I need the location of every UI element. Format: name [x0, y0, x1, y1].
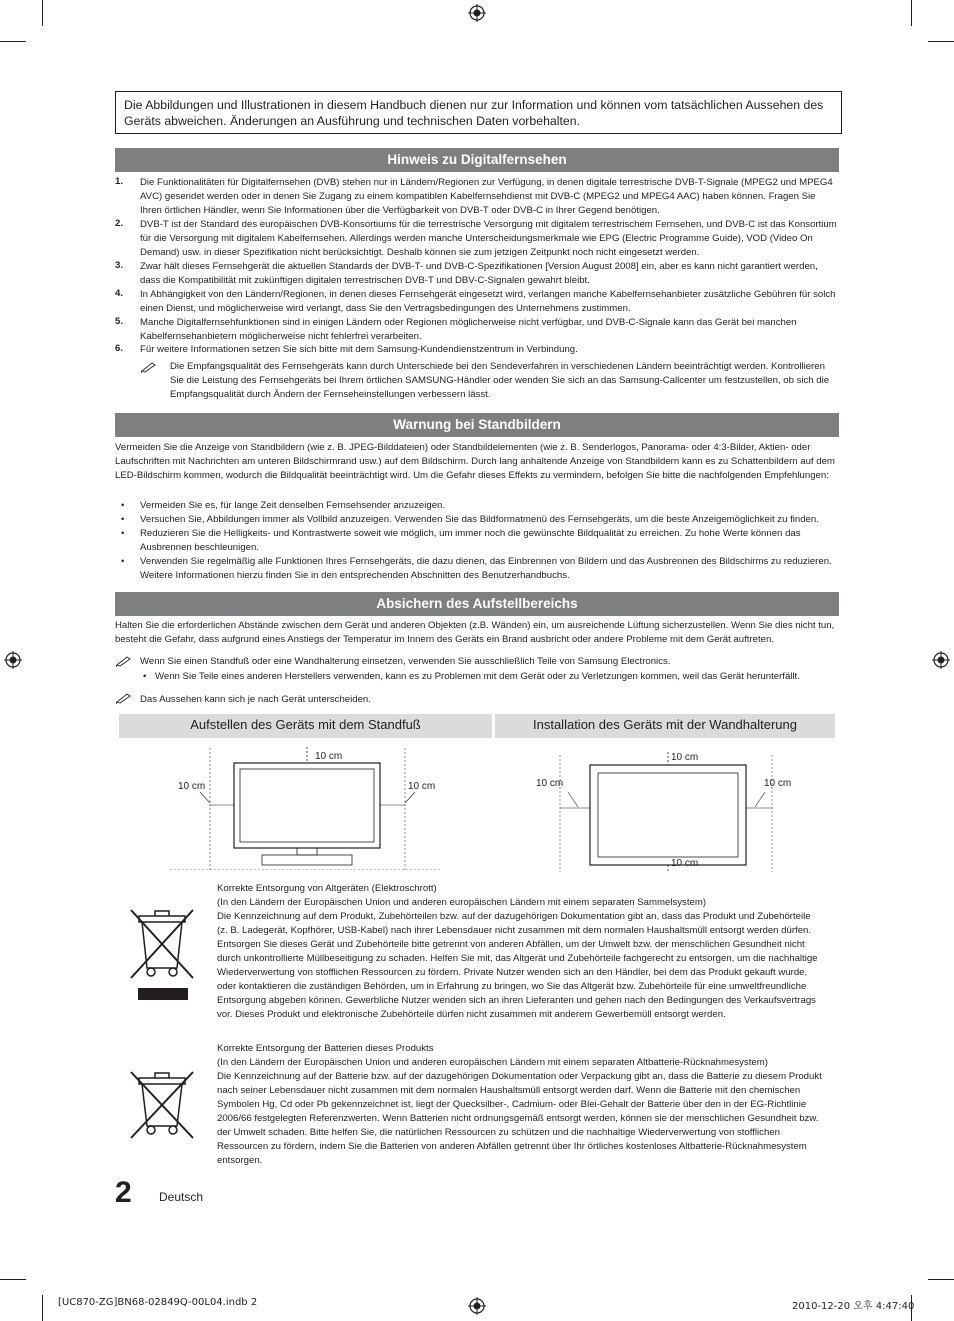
- note-text: Wenn Sie einen Standfuß oder eine Wandhalterung einsetzen, verwenden Sie ausschließlich Teile von Samsung Electronics.: [140, 656, 671, 667]
- section-header-still-images: Warnung bei Standbildern: [115, 413, 839, 437]
- tv-wall-diagram: [540, 750, 800, 875]
- distance-label-bottom: 10 cm: [671, 858, 699, 869]
- bullet-item: Wenn Sie Teile eines anderen Herstellers verwenden, kann es zu Problemen mit dem Gerät oder zu Verletzungen kommen, weil das Gerät herunterfällt.: [155, 671, 800, 682]
- subheader-wall-mount: Installation des Geräts mit der Wandhalterung: [495, 714, 835, 738]
- paragraph: Halten Sie die erforderlichen Abstände zwischen dem Gerät und anderen Objekten (z.B. Wänden) ein, um ausreichende Lüftung sicherzustellen. Wenn Sie dies nicht tun, besteht die Gefahr, dass aufgrund eines Anstiegs der Temperatur im Innern des Geräts ein Brand ausbricht oder andere Probleme mit dem Gerät auftreten.: [115, 620, 835, 645]
- bullet-icon: •: [121, 500, 125, 511]
- footer-filename: [UC870-ZG]BN68-02849Q-00L04.indb 2: [58, 1297, 258, 1308]
- list-number: 5.: [115, 316, 124, 327]
- crop-mark: [911, 0, 912, 26]
- bullet-item: Versuchen Sie, Abbildungen immer als Vollbild anzuzeigen. Verwenden Sie das Bildformatmenü des Fernsehgeräts, um die beste Anzeigemöglichkeit zu finden.: [140, 514, 819, 525]
- registration-mark-icon: [468, 4, 486, 22]
- crop-mark: [42, 1295, 43, 1321]
- list-item: In Abhängigkeit von den Ländern/Regionen, in denen dieses Fernsehgerät eingesetzt wird, verlangen manche Kabelfernsehanbieter zusätzliche Gebühren für solch einen Dienst, und möglicherweise wird verlangt, dass Sie den Vertragsbedingungen des Unternehmens zustimmen.: [140, 289, 836, 314]
- crop-mark: [0, 1279, 26, 1280]
- crossed-battery-bin-icon: [129, 1070, 195, 1140]
- distance-label-right: 10 cm: [764, 778, 792, 789]
- disposal-subtitle: (In den Ländern der Europäischen Union und anderen europäischen Ländern mit einem separaten Sammelsystem): [217, 897, 707, 908]
- list-number: 1.: [115, 176, 124, 187]
- bullet-item: Reduzieren Sie die Helligkeits- und Kontrastwerte soweit wie möglich, um immer noch die gewünschte Bildqualität zu erreichen. Zu hohe Werte können das Ausbrennen beschleunigen.: [140, 528, 801, 553]
- footer-timestamp: 2010-12-20 오후 4:47:40: [792, 1301, 915, 1312]
- registration-mark-icon: [468, 1297, 486, 1315]
- bullet-icon: •: [121, 514, 125, 525]
- distance-label-top: 10 cm: [315, 751, 343, 762]
- intro-notice: Die Abbildungen und Illustrationen in diesem Handbuch dienen nur zur Information und können vom tatsächlichen Aussehen des Geräts abweichen. Änderungen an Ausführung und technischen Daten vorbehalten.: [115, 91, 842, 134]
- paragraph: Vermeiden Sie die Anzeige von Standbildern (wie z. B. JPEG-Bilddateien) oder Standbildelementen (wie z. B. Senderlogos, Panorama- oder 4:3-Bilder, Aktien- oder Laufschriften mit Nachrichten am unteren Bildschirmrand usw.) auf dem Bildschirm. Durch lang anhaltende Anzeige von Standbildern kann es zu Schattenbildern auf dem LED-Bildschirm kommen, wodurch die Bildqualität beeinträchtigt wird. Um die Gefahr dieses Effekts zu vermindern, befolgen Sie bitte die nachfolgenden Empfehlungen:: [115, 442, 835, 481]
- list-item: Die Funktionalitäten für Digitalfernsehen (DVB) stehen nur in Ländern/Regionen zur Verfügung, in denen digitale terrestrische DVB-T-Signale (MPEG2 und MPEG4 AVC) gesendet werden oder in denen Sie Zugang zu einem kompatiblen Kabelfernsehdienst mit DVB-C (MPEG2 und MPEG4 AAC) haben können. Fragen Sie Ihren örtlichen Händler, wenn Sie Informationen über die Verfügbarkeit von DVB-T oder DVB-C in Ihrer Gegend benötigen.: [140, 177, 833, 216]
- note-text: Das Aussehen kann sich je nach Gerät unterscheiden.: [140, 694, 371, 705]
- note-pencil-icon: [116, 692, 132, 704]
- page-language: Deutsch: [159, 1190, 204, 1204]
- list-item: Manche Digitalfernsehfunktionen sind in einigen Ländern oder Regionen möglicherweise nicht verfügbar, und DVB-C-Signale kann das Gerät bei manchen Kabelfernsehanbietern möglicherweise nicht fehlerfrei verarbeiten.: [140, 317, 797, 342]
- list-item: Zwar hält dieses Fernsehgerät die aktuellen Standards der DVB-T- und DVB-C-Spezifikationen [Version August 2008] ein, aber es kann nicht garantiert werden, dass die Kompatibilität mit zukünftigen digitalen terrestrischen DVB-T und DBV-C-Signalen gewahrt bleibt.: [140, 261, 818, 286]
- note-text: Die Empfangsqualität des Fernsehgeräts kann durch Unterschiede bei den Sendeverfahren in verschiedenen Ländern beeinträchtigt werden. Kontrollieren Sie die Leistung des Fernsehgeräts bei Ihrem örtlichen SAMSUNG-Händler oder wenden Sie sich an das Samsung-Callcenter um festzustellen, ob sich die Empfangsqualität durch Ändern der Fernseheinstellungen verbessern lässt.: [170, 361, 830, 400]
- bullet-icon: •: [143, 671, 147, 682]
- distance-label-right: 10 cm: [408, 781, 436, 792]
- list-item: Für weitere Informationen setzen Sie sich bitte mit dem Samsung-Kundendienstzentrum in Verbindung.: [140, 344, 578, 355]
- bullet-item: Vermeiden Sie es, für lange Zeit denselben Fernsehsender anzuzeigen.: [140, 500, 446, 511]
- disposal-text: Die Kennzeichnung auf dem Produkt, Zubehörteilen bzw. auf der dazugehörigen Dokumentation gibt an, dass das Produkt und Zubehörteile (z. B. Ladegerät, Kopfhörer, USB-Kabel) nach ihrer Lebensdauer nicht zusammen mit dem normalen Haushaltsmüll entsorgt werden dürfen. Entsorgen Sie dieses Gerät und Zubehörteile bitte getrennt von anderen Abfällen, um der Umwelt bzw. der menschlichen Gesundheit nicht durch unkontrollierte Müllbeseitigung zu schaden. Helfen Sie mit, das Altgerät und Zubehörteile fachgerecht zu entsorgen, um die nachhaltige Wiederverwertung von stofflichen Ressourcen zu fördern. Private Nutzer wenden sich an den Händler, bei dem das Produkt gekauft wurde, oder kontaktieren die zuständigen Behörden, um in Erfahrung zu bringen, wo Sie das Altgerät bzw. Zubehörteile für eine umweltfreundliche Entsorgung abgeben können. Gewerbliche Nutzer wenden sich an ihren Lieferanten und gehen nach den Bedingungen des Verkaufsvertrags vor. Dieses Produkt und elektronische Zubehörteile dürfen nicht zusammen mit anderem Gewerbemüll entsorgt werden.: [217, 911, 818, 1020]
- subheader-stand: Aufstellen des Geräts mit dem Standfuß: [119, 714, 492, 738]
- disposal-title: Korrekte Entsorgung von Altgeräten (Elektroschrott): [217, 883, 437, 894]
- distance-label-left: 10 cm: [536, 778, 564, 789]
- registration-mark-icon: [4, 651, 22, 669]
- note-pencil-icon: [116, 655, 132, 667]
- list-number: 2.: [115, 218, 124, 229]
- distance-label-top: 10 cm: [671, 752, 699, 763]
- crop-mark: [928, 41, 954, 42]
- list-item: DVB-T ist der Standard des europäischen DVB-Konsortiums für die terrestrische Versorgung mit digitalem terrestrischem Fernsehen, und DVB-C ist das Konsortium für die Versorgung mit digitalem Kabelfernsehen. Allerdings werden manche Unterscheidungsmerkmale wie EPG (Electric Programme Guide), VOD (Video On Demand) usw. in dieser Spezifikation nicht berücksichtigt. Deshalb können sie zum jetzigen Zeitpunkt noch nicht eingesetzt werden.: [140, 219, 837, 258]
- disposal-title: Korrekte Entsorgung der Batterien dieses Produkts: [217, 1043, 434, 1054]
- disposal-subtitle: (In den Ländern der Europäischen Union und anderen europäischen Ländern mit einem separaten Altbatterie-Rücknahmesystem): [217, 1057, 768, 1068]
- list-number: 3.: [115, 260, 124, 271]
- tv-stand-diagram: [170, 745, 450, 870]
- crop-mark: [0, 41, 26, 42]
- bullet-item: Verwenden Sie regelmäßig alle Funktionen Ihres Fernsehgeräts, die dazu dienen, das Einbrennen von Bildern und das Ausbrennen des Bildschirms zu reduzieren. Weitere Informationen hierzu finden Sie in den entsprechenden Abschnitten des Benutzerhandbuchs.: [140, 556, 832, 581]
- crop-mark: [42, 0, 43, 26]
- distance-label-left: 10 cm: [178, 781, 206, 792]
- registration-mark-icon: [932, 651, 950, 669]
- list-number: 4.: [115, 288, 124, 299]
- bullet-icon: •: [121, 528, 125, 539]
- bullet-icon: •: [121, 556, 125, 567]
- section-header-digital-tv: Hinweis zu Digitalfernsehen: [115, 148, 839, 172]
- section-header-installation: Absichern des Aufstellbereichs: [115, 592, 839, 616]
- disposal-text: Die Kennzeichnung auf der Batterie bzw. auf der dazugehörigen Dokumentation oder Verpackung gibt an, dass die Batterie zu diesem Produkt nach seiner Lebensdauer nicht zusammen mit dem normalen Haushaltsmüll entsorgt werden darf. Wenn die Batterie mit den chemischen Symbolen Hg, Cd oder Pb gekennzeichnet ist, liegt der Quecksilber-, Cadmium- oder Blei-Gehalt der Batterie über den in der EG-Richtlinie 2006/66 festgelegten Referenzwerten. Wenn Batterien nicht ordnungsgemäß entsorgt werden, können sie der menschlichen Gesundheit bzw. der Umwelt schaden. Bitte helfen Sie, die natürlichen Ressourcen zu schützen und die nachhaltige Wiederverwertung von stofflichen Ressourcen zu fördern, indem Sie die Batterien von anderen Abfällen getrennt über Ihr örtliches kostenloses Altbatterie-Rücknahmesystem entsorgen.: [217, 1071, 822, 1166]
- page-number: 2: [115, 1176, 132, 1209]
- crop-mark: [928, 1279, 954, 1280]
- list-number: 6.: [115, 343, 124, 354]
- note-pencil-icon: [141, 361, 157, 373]
- crossed-bin-icon: [129, 908, 195, 1003]
